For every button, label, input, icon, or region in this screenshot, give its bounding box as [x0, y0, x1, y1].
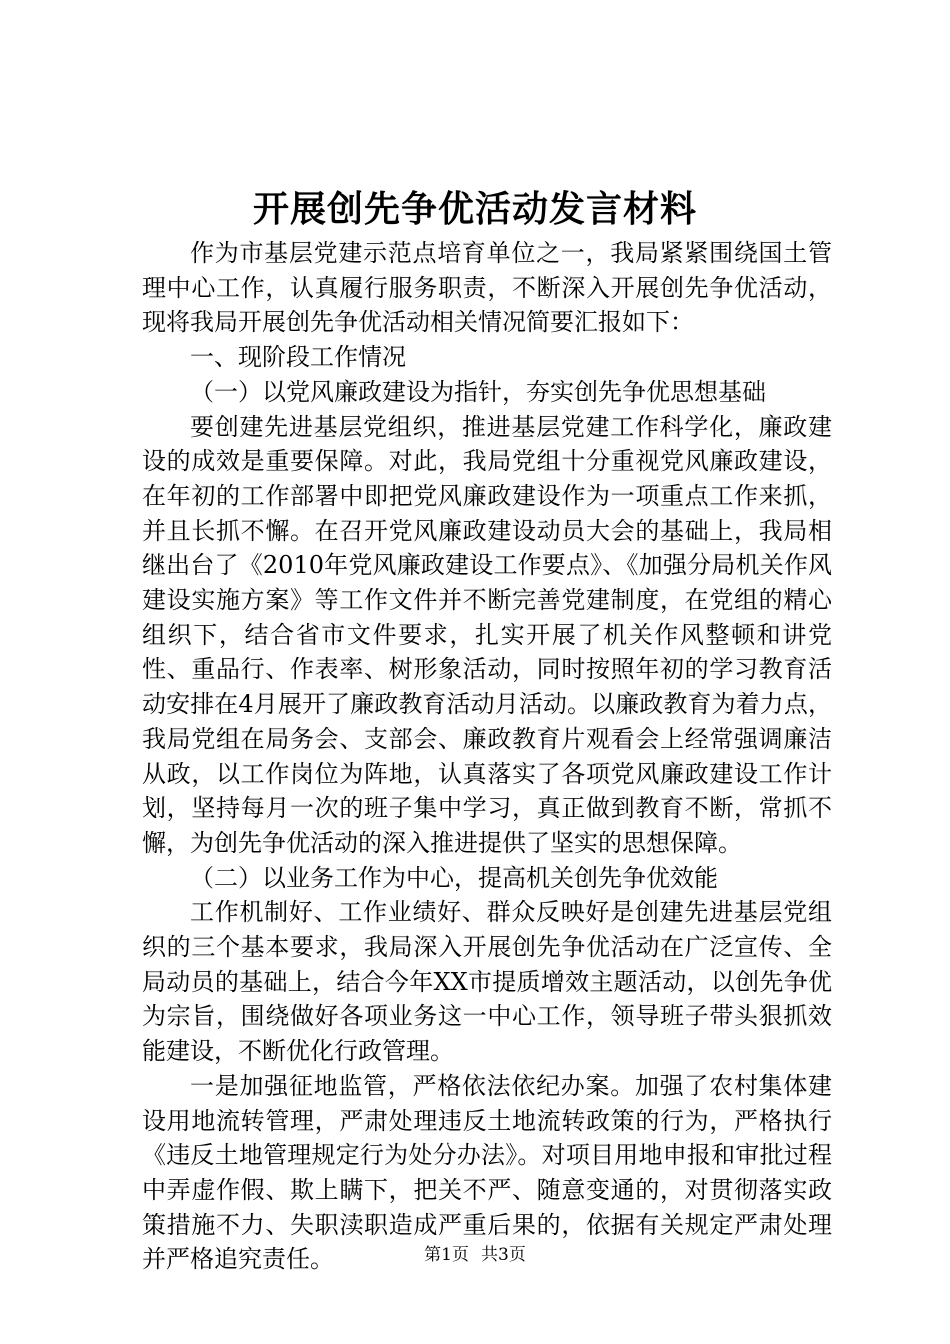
paragraph-intro: 作为市基层党建示范点培育单位之一，我局紧紧围绕国土管理中心工作，认真履行服务职责，不断深入开展创先争优活动，现将我局开展创先争优活动相关情况简要汇报如下： — [142, 239, 832, 337]
paragraph-efficiency: 工作机制好、工作业绩好、群众反映好是创建先进基层党组织的三个基本要求，我局深入开展创先争优活动在广泛宣传、全局动员的基础上，结合今年XX市提质增效主题活动，以创先争优为宗旨，围绕做好各项业务这一中心工作，领导班子带头狠抓效能建设，不断优化行政管理。 — [142, 898, 832, 1066]
subsection-heading-1: （一）以党风廉政建设为指针，夯实创先争优思想基础 — [190, 377, 766, 406]
page-number: 第1页 — [424, 1245, 469, 1265]
page-total: 共3页 — [481, 1245, 526, 1265]
document-body — [142, 236, 832, 1277]
document-title: 开展创先争优活动发言材料 — [252, 188, 697, 230]
paragraph-land-supervision: 一是加强征地监管，严格依法依纪办案。加强了农村集体建设用地流转管理，严肃处理违反土地流转政策的行为，严格执行《违反土地管理规定行为处分办法》。对项目用地申报和审批过程中弄虚作假、欺上瞒下，把关不严、随意变通的，对贯彻落实政策措施不力、失职渎职造成严重后果的，依据有关规定严肃处理并严格追究责任。 — [142, 1071, 832, 1274]
section-heading-1: 一、现阶段工作情况 — [190, 343, 406, 372]
subsection-heading-2: （二）以业务工作为中心，提高机关创先争优效能 — [190, 863, 718, 892]
paragraph-integrity: 要创建先进基层党组织，推进基层党建工作科学化，廉政建设的成效是重要保障。对此，我局党组十分重视党风廉政建设，在年初的工作部署中即把党风廉政建设作为一项重点工作来抓，并且长抓不懈。在召开党风廉政建设动员大会的基础上，我局相继出台了《2010年党风廉政建设工作要点》、《加强分局机关作风建设实施方案》等工作文件并不断完善党建制度，在党组的精心组织下，结合省市文件要求，扎实开展了机关作风整顿和讲党性、重品行、作表率、树形象活动，同时按照年初的学习教育活动安排在4月展开了廉政教育活动月活动。以廉政教育为着力点，我局党组在局务会、支部会、廉政教育片观看会上经常强调廉洁从政，以工作岗位为阵地，认真落实了各项党风廉政建设工作计划，坚持每月一次的班子集中学习，真正做到教育不断，常抓不懈，为创先争优活动的深入推进提供了坚实的思想保障。 — [142, 412, 832, 857]
page-footer — [0, 1244, 950, 1266]
